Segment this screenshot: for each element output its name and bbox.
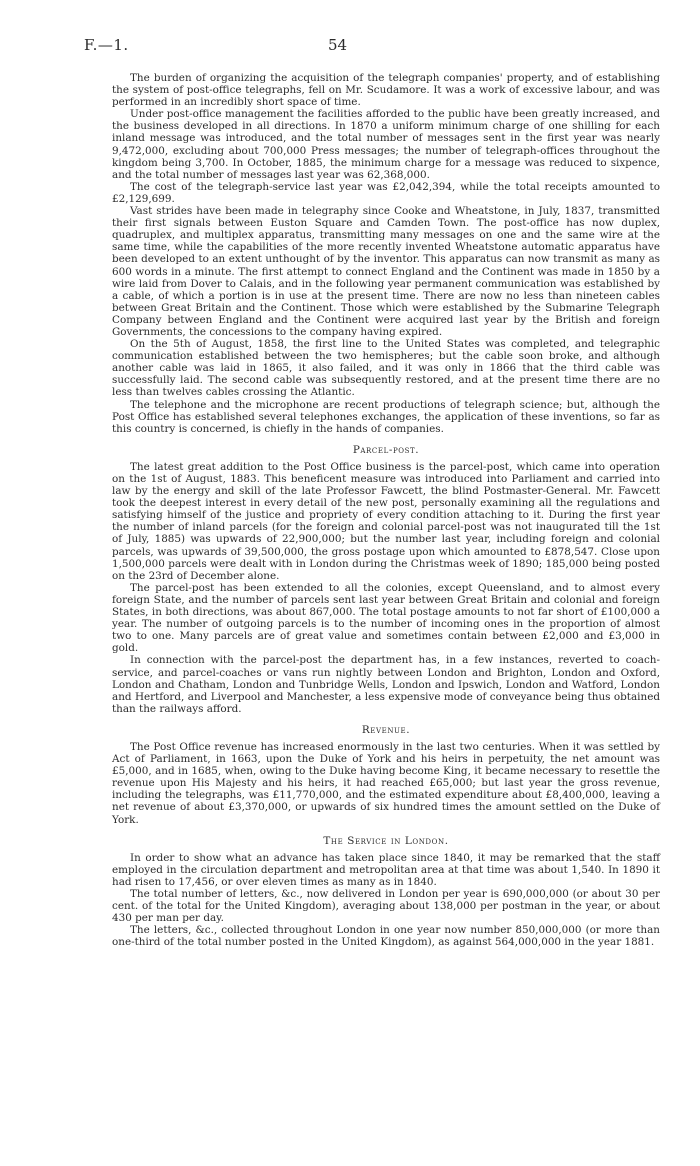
paragraph: In connection with the parcel-post the department has, in a few instances, reverted to coach-service, and parcel-coaches or vans run nightly between London and Brighton, London and Oxford, London and Chatham, London and Tunbridge Wells, London and Ipswich, London and Watford, London and Hertford, and Liverpool and Manchester, a less expensive mode of conveyance being thus obtained than the railways afford.: [112, 654, 660, 715]
paragraph: The burden of organizing the acquisition of the telegraph companies' property, and of establishing the system of post-office telegraphs, fell on Mr. Scudamore. It was a work of excessive labour, and was performed in an incredibly short space of time.: [112, 72, 660, 109]
page-number: 54: [328, 36, 348, 54]
paragraph: In order to show what an advance has taken place since 1840, it may be remarked that the staff employed in the circulation department and metropolitan area at that time was about 1,540. In 1890 it had risen to 17,456, or over eleven times as many as in 1840.: [112, 851, 660, 888]
document-body: [112, 72, 660, 948]
section-heading: The Service in London.: [323, 834, 449, 847]
paragraph: The latest great addition to the Post Office business is the parcel-post, which came into operation on the 1st of August, 1883. This beneficent measure was introduced into Parliament and carried into law by the energy and skill of the late Professor Fawcett, the blind Postmaster-General. Mr. Fawcett took the deepest interest in every detail of the new post, personally examining all the regulations and satisfying himself of the justice and propriety of every condition attaching to it. During the first year the number of inland parcels (for the foreign and colonial parcel-post was not inaugurated till the 1st of July, 1885) was upwards of 22,900,000; but the number last year, including foreign and colonial parcels, was upwards of 39,500,000, the gross postage upon which amounted to £878,547. Close upon 1,500,000 parcels were dealt with in London during the Christmas week of 1890; 185,000 being posted on the 23rd of December alone.: [112, 460, 660, 582]
section-service-in-london: [112, 835, 660, 949]
section-heading: Parcel-post.: [352, 443, 420, 456]
paragraph: The parcel-post has been extended to all the colonies, except Queensland, and to almost every foreign State, and the number of parcels sent last year between Great Britain and colonial and foreign States, in both directions, was about 867,000. The total postage amounts to not far short of £100,000 a year. The number of outgoing parcels is to the number of incoming ones in the proportion of almost two to one. Many parcels are of great value and sometimes contain between £2,000 and £3,000 in gold.: [112, 581, 660, 655]
paragraph: Under post-office management the facilities afforded to the public have been greatly increased, and the business developed in all directions. In 1870 a uniform minimum charge of one shilling for each inland message was introduced, and the total number of messages sent in the first year was nearly 9,472,000, excluding about 700,000 Press messages; the number of telegraph-offices throughout the kingdom being 3,700. In October, 1885, the minimum charge for a message was reduced to sixpence, and the total number of messages last year was 62,368,000.: [112, 108, 660, 181]
section-revenue: [112, 724, 660, 826]
section-heading: Revenue.: [361, 723, 411, 736]
section-telegraphs: [112, 72, 660, 435]
section-parcel-post: [112, 444, 660, 715]
paragraph: The letters, &c., collected throughout London in one year now number 850,000,000 (or more than one-third of the total number posted in the United Kingdom), as against 564,000,000 in the year 1881.: [112, 924, 660, 949]
paragraph: Vast strides have been made in telegraphy since Cooke and Wheatstone, in July, 1837, transmitted their first signals between Euston Square and Camden Town. The post-office has now duplex, quadruplex, and multiplex apparatus, transmitting many messages on one and the same wire at the same time, while the capabilities of the more recently invented Wheatstone automatic apparatus have been developed to an extent unthought of by the inventor. This apparatus can now transmit as many as 600 words in a minute. The first attempt to connect England and the Continent was made in 1850 by a wire laid from Dover to Calais, and in the following year permanent communication was established by a cable, of which a portion is in use at the present time. There are now no less than nineteen cables between Great Britain and the Continent. Those which were established by the Submarine Telegraph Company between England and the Continent were acquired last year by the British and foreign Governments, the concessions to the company having expired.: [112, 205, 660, 338]
document-reference: F.—1.: [84, 36, 129, 54]
paragraph: The Post Office revenue has increased enormously in the last two centuries. When it was settled by Act of Parliament, in 1663, upon the Duke of York and his heirs in perpetuity, the net amount was £5,000, and in 1685, when, owing to the Duke having become King, it became necessary to resettle the revenue upon His Majesty and his heirs, it had reached £65,000; but last year the gross revenue, including the telegraphs, was £11,770,000, and the estimated expenditure about £8,400,000, leaving a net revenue of about £3,370,000, or upwards of six hundred times the amount settled on the Duke of York.: [112, 740, 660, 826]
paragraph: On the 5th of August, 1858, the first line to the United States was completed, and telegraphic communication established between the two hemispheres; but the cable soon broke, and although another cable was laid in 1865, it also failed, and it was only in 1866 that the third cable was successfully laid. The second cable was subsequently restored, and at the present time there are no less than twelves cables crossing the Atlantic.: [112, 338, 660, 399]
paragraph: The telephone and the microphone are recent productions of telegraph science; but, although the Post Office has established several telephones exchanges, the application of these inventions, so far as this country is concerned, is chiefly in the hands of companies.: [112, 398, 660, 435]
paragraph: The cost of the telegraph-service last year was £2,042,394, while the total receipts amounted to £2,129,699.: [112, 180, 660, 205]
paragraph: The total number of letters, &c., now delivered in London per year is 690,000,000 (or about 30 per cent. of the total for the United Kingdom), averaging about 138,000 per postman in the year, or about 430 per man per day.: [112, 888, 660, 925]
